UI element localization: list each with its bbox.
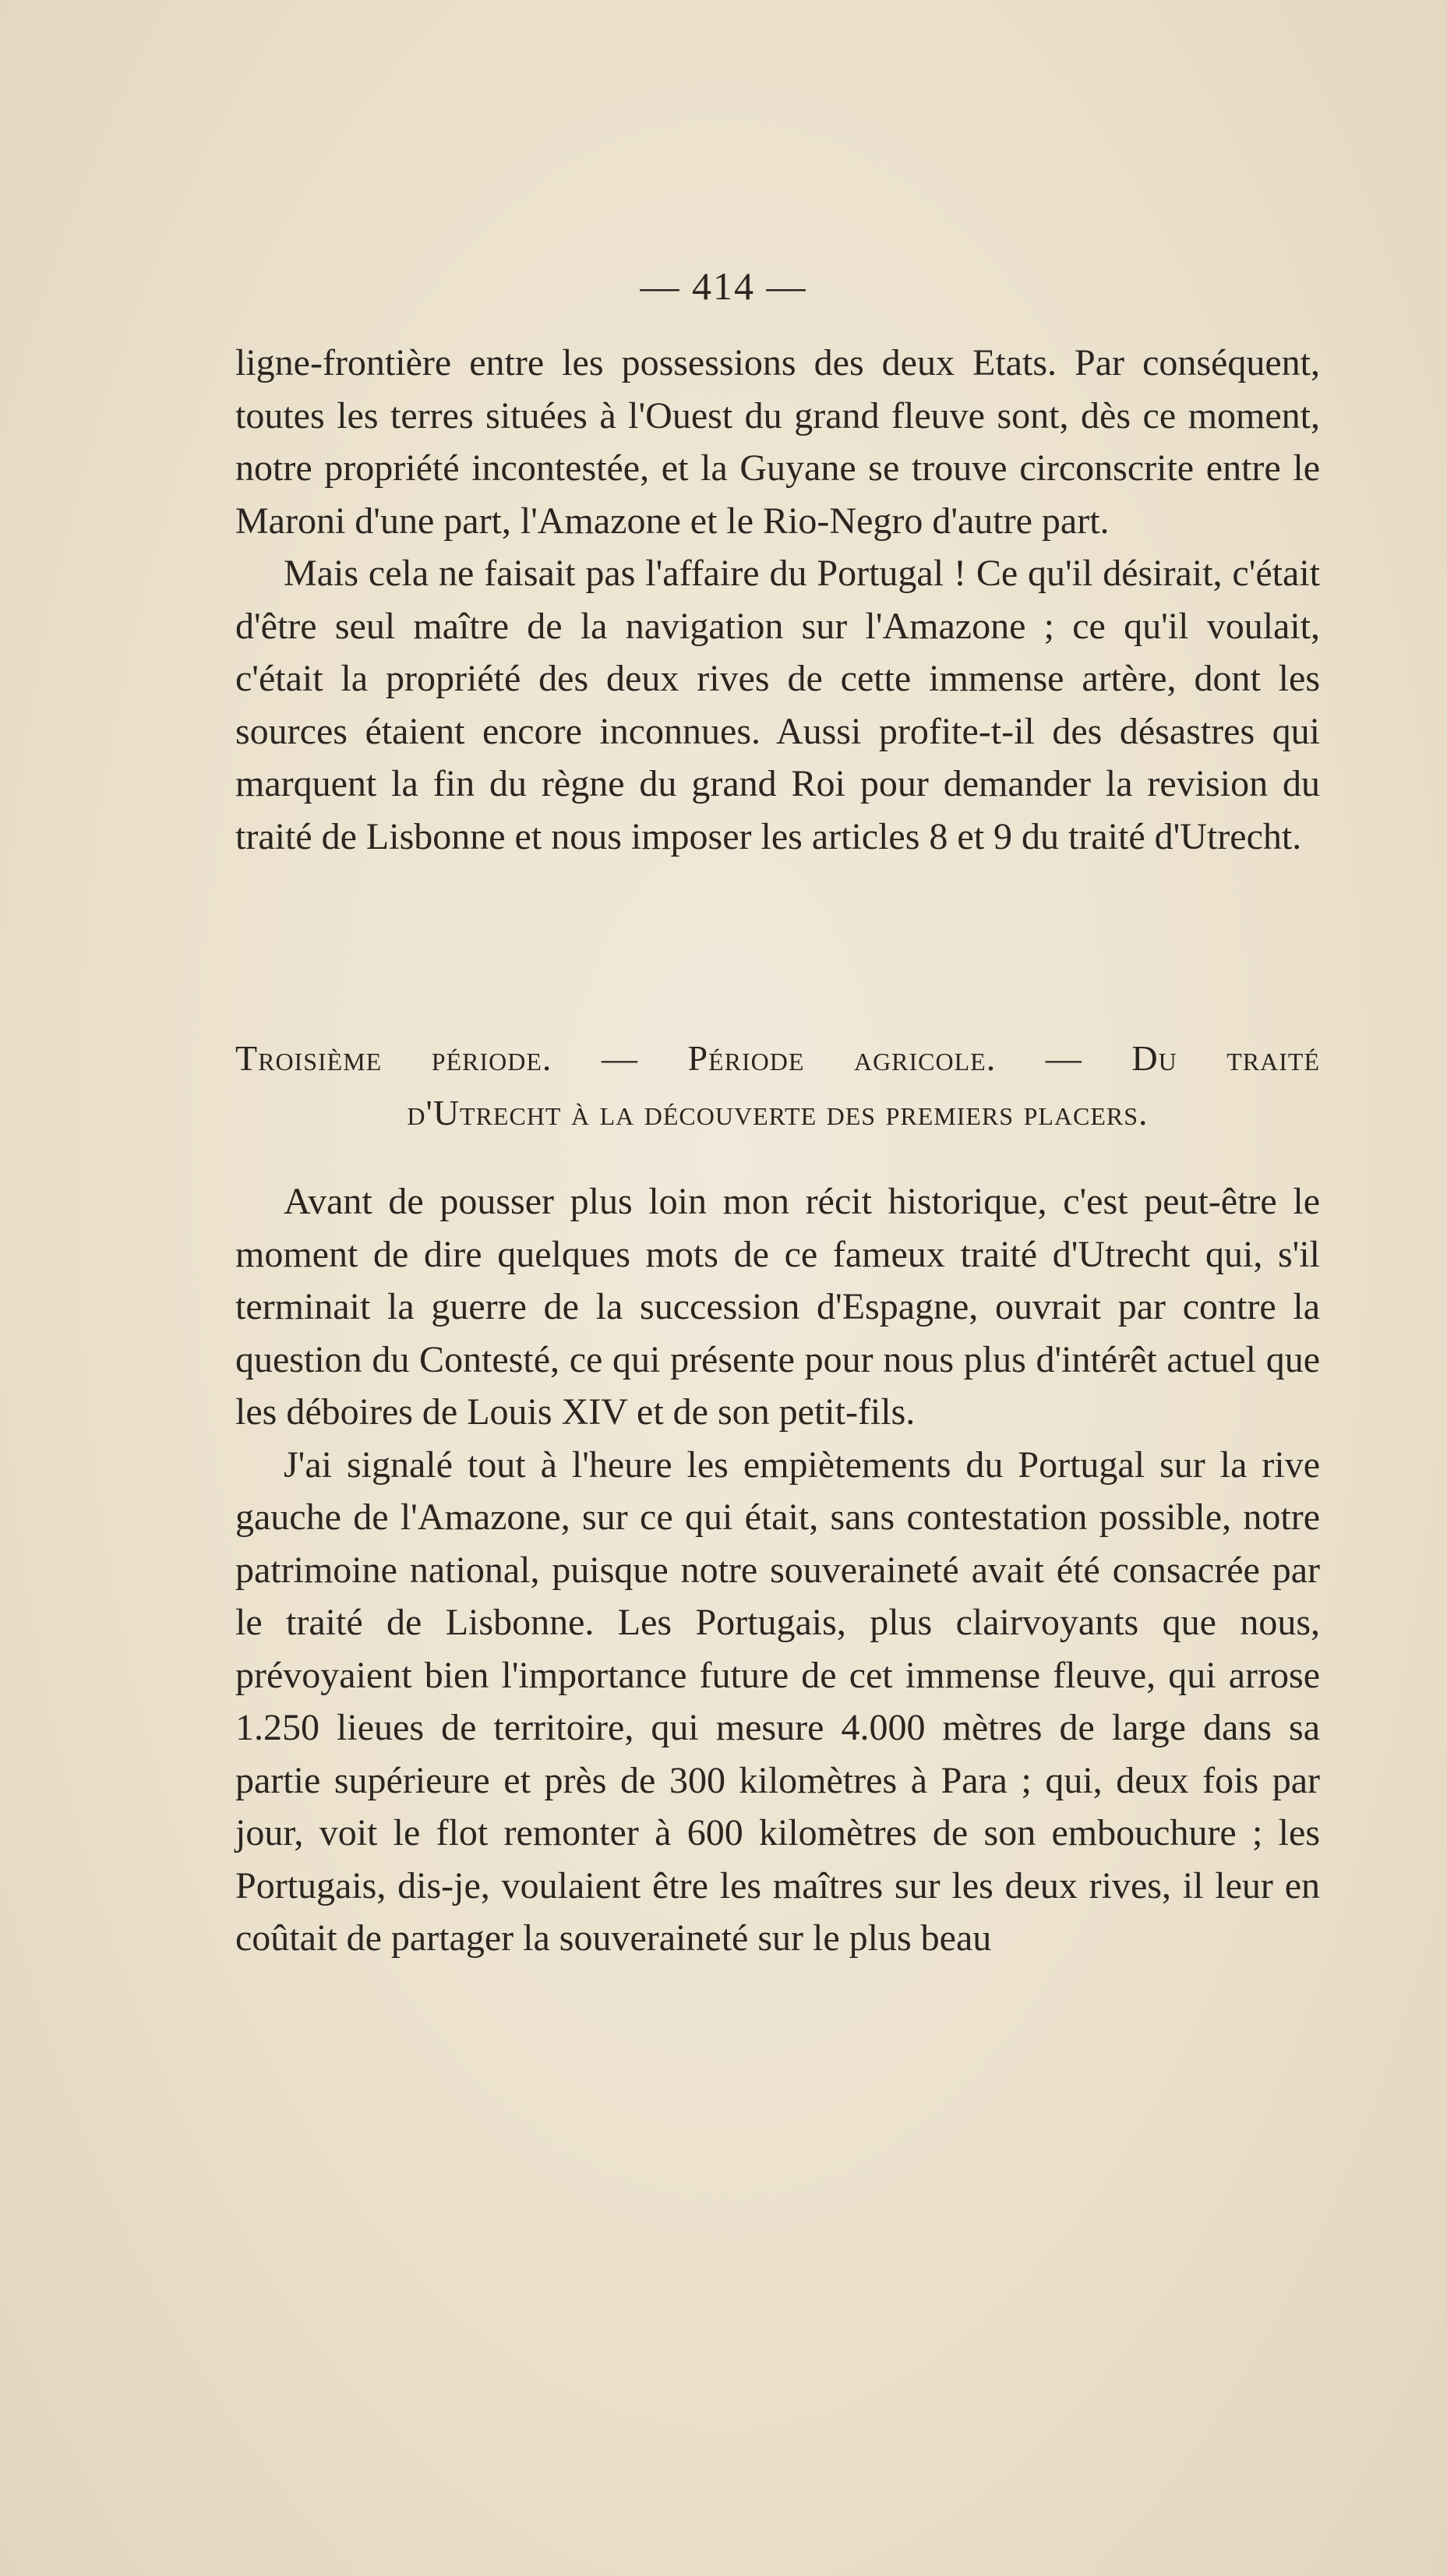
section-heading-line-1: Troisième période. — Période agricole. — Du traité bbox=[235, 1038, 1320, 1078]
text-block-top bbox=[235, 337, 1320, 863]
section-heading bbox=[235, 1031, 1320, 1140]
page-number: — 414 — bbox=[640, 264, 807, 308]
paragraph-empietements: J'ai signalé tout à l'heure les empiètements du Portugal sur la rive gauche de l'Amazone, sur ce qui était, sans contestation possible, notre patrimoine national, puisque notre souveraineté avait été consacrée par le traité de Lisbonne. Les Portugais, plus clairvoyants que nous, prévoyaient bien l'importance future de cet immense fleuve, qui arrose 1.250 lieues de territoire, qui mesure 4.000 mètres de large dans sa partie supérieure et près de 300 kilomètres à Para ; qui, deux fois par jour, voit le flot remonter à 600 kilomètres de son embouchure ; les Portugais, dis-je, voulaient être les maîtres sur les deux rives, il leur en coûtait de partager la souveraineté sur le plus beau bbox=[235, 1443, 1320, 1959]
section-heading-line-2: d'Utrecht à la découverte des premiers placers. bbox=[407, 1093, 1149, 1133]
paragraph-portugal: Mais cela ne faisait pas l'affaire du Portugal ! Ce qu'il désirait, c'était d'être seul maître de la navigation sur l'Amazone ; ce qu'il voulait, c'était la propriété des deux rives de cette immense artère, dont les sources étaient encore inconnues. Aussi profite-t-il des désastres qui marquent la fin du règne du grand Roi pour demander la revision du traité de Lisbonne et nous imposer les articles 8 et 9 du traité d'Utrecht. bbox=[235, 553, 1320, 857]
text-block-bottom bbox=[235, 1175, 1320, 1965]
paragraph-continuation: ligne-frontière entre les possessions des deux Etats. Par conséquent, toutes les terres situées à l'Ouest du grand fleuve sont, dès ce moment, notre propriété incontestée, et la Guyane se trouve circonscrite entre le Maroni d'une part, l'Amazone et le Rio-Negro d'autre part. bbox=[235, 342, 1320, 542]
paragraph-utrecht: Avant de pousser plus loin mon récit historique, c'est peut-être le moment de dire quelques mots de ce fameux traité d'Utrecht qui, s'il terminait la guerre de la succession d'Espagne, ouvrait par contre la question du Contesté, ce qui présente pour nous plus d'intérêt actuel que les déboires de Louis XIV et de son petit-fils. bbox=[235, 1181, 1320, 1433]
